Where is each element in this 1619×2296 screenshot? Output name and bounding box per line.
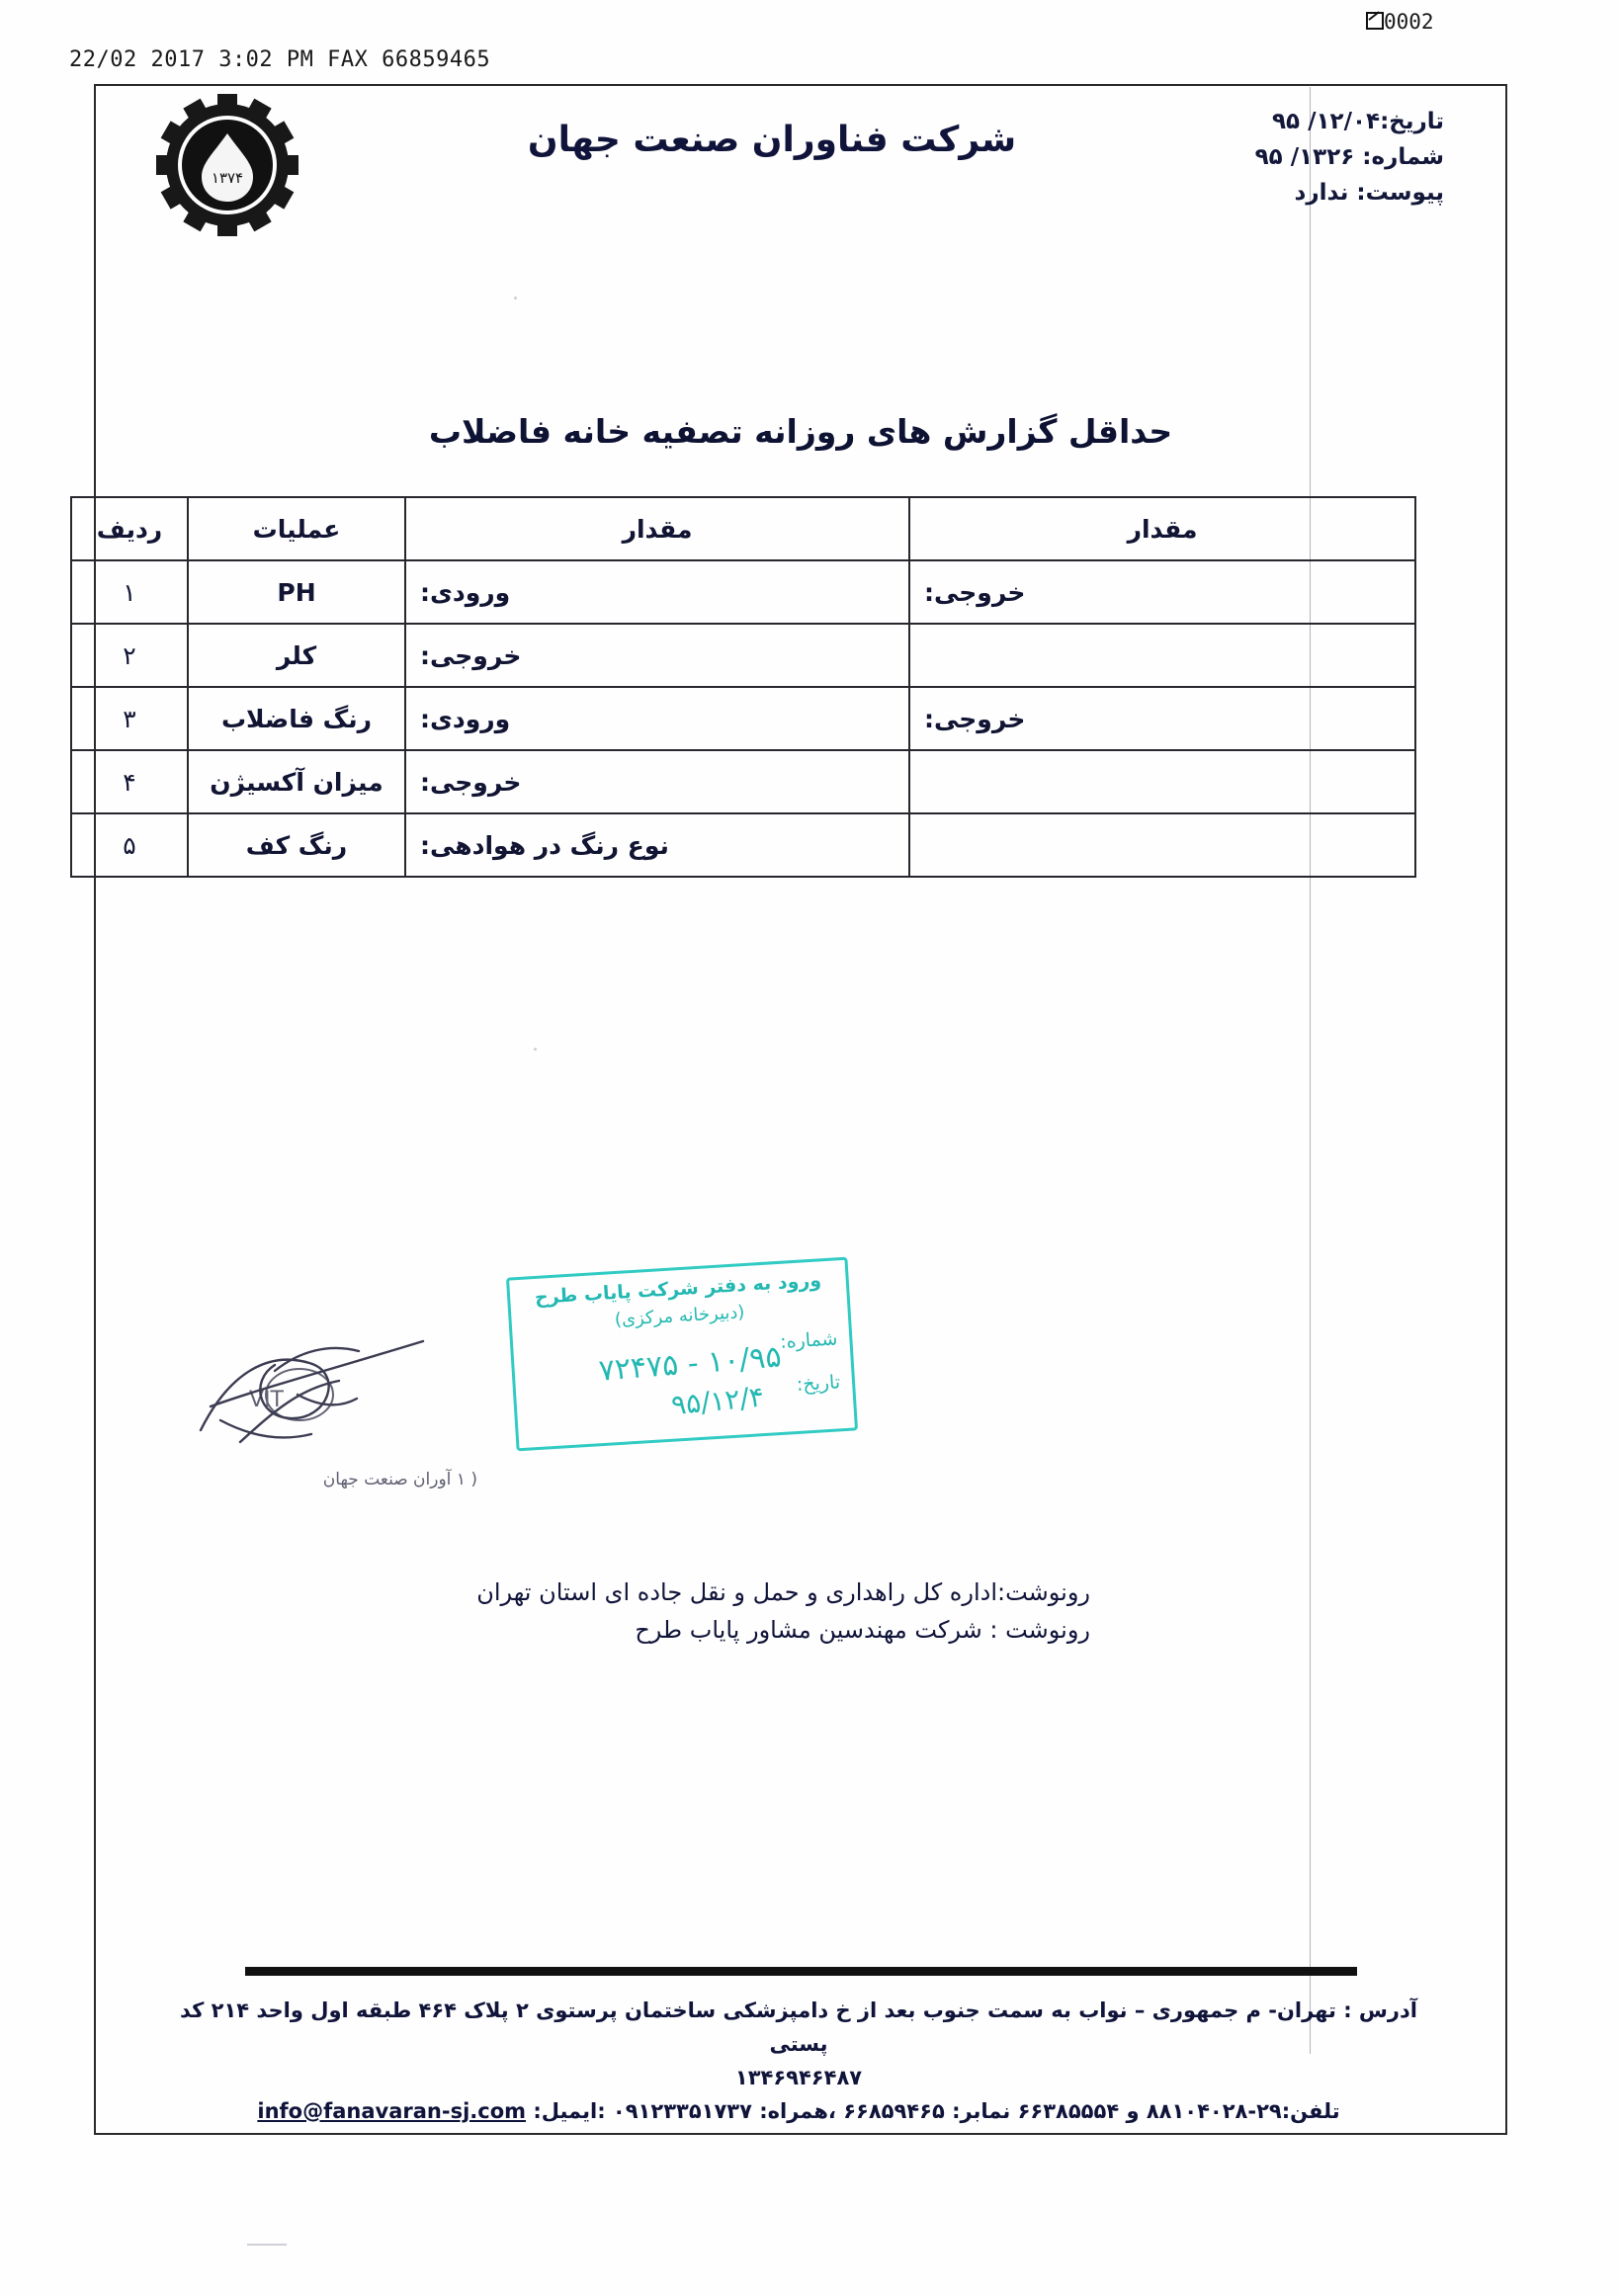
fax-page-number — [1364, 10, 1434, 34]
cell-meghdar-2 — [909, 813, 1415, 877]
handwritten-signature — [181, 1312, 458, 1489]
footer-email-link[interactable]: info@fanavaran-sj.com — [257, 2099, 527, 2123]
cell-radif: ۳ — [71, 687, 188, 750]
svg-text:VIT: VIT — [249, 1388, 284, 1412]
cell-amaliyat: رنگ فاضلاب — [188, 687, 405, 750]
scan-speckle — [247, 2244, 287, 2246]
fax-page-number-value: 0002 — [1384, 10, 1434, 34]
fax-header-line: 22/02 2017 3:02 PM FAX 66859465 — [69, 47, 491, 72]
table-header-row — [71, 497, 1415, 560]
document-frame — [94, 84, 1507, 2135]
stamp-number-value: ۱۰/۹۵ - ۷۲۴۷۵ — [597, 1339, 783, 1389]
cell-meghdar-1: نوع رنگ در هوادهی: — [405, 813, 909, 877]
cell-amaliyat: رنگ کف — [188, 813, 405, 877]
table-row — [71, 687, 1415, 750]
cell-meghdar-2 — [909, 624, 1415, 687]
stamp-date-value: ۹۵/۱۲/۴ — [669, 1380, 766, 1422]
letter-attachment: پیوست: ندارد — [1294, 180, 1444, 206]
cell-meghdar-1: خروجی: — [405, 750, 909, 813]
scan-speckle — [514, 297, 517, 299]
cell-radif: ۵ — [71, 813, 188, 877]
cell-radif: ۴ — [71, 750, 188, 813]
column-header-amaliyat: عملیات — [188, 497, 405, 560]
registration-stamp — [506, 1257, 858, 1452]
column-header-meghdar-2: مقدار — [909, 497, 1415, 560]
cell-meghdar-2: خروجی: — [909, 560, 1415, 624]
cell-meghdar-1: خروجی: — [405, 624, 909, 687]
stamp-line-2: (دبیرخانه مرکزی) — [614, 1302, 745, 1331]
footer-divider — [245, 1967, 1357, 1976]
cell-meghdar-2: خروجی: — [909, 687, 1415, 750]
scan-speckle — [534, 1048, 537, 1051]
cell-amaliyat: میزان آکسیژن — [188, 750, 405, 813]
letter-number: شماره: ۱۳۲۶/ ۹۵ — [1254, 144, 1444, 170]
carbon-copy-block — [476, 1573, 1090, 1649]
checkbox-glyph-icon — [1366, 12, 1384, 30]
letterhead — [94, 88, 1503, 266]
cell-radif: ۱ — [71, 560, 188, 624]
letter-date: تاریخ:۱۲/۰۴/ ۹۵ — [1272, 109, 1444, 134]
company-name: شرکت فناوران صنعت جهان — [527, 120, 1017, 160]
cell-amaliyat: کلر — [188, 624, 405, 687]
table-row — [71, 813, 1415, 877]
footer-phone-line — [151, 2094, 1446, 2128]
footer-postal-code: ۱۳۴۶۹۴۶۴۸۷ — [734, 2066, 863, 2089]
cell-meghdar-1: ورودی: — [405, 687, 909, 750]
gear-droplet-logo-icon — [112, 94, 344, 242]
daily-reports-table — [70, 496, 1416, 878]
svg-text:۱۳۷۴: ۱۳۷۴ — [211, 169, 244, 187]
cc-line-2: رونوشت : شرکت مهندسین مشاور پایاب طرح — [635, 1616, 1090, 1644]
footer-address-line: آدرس : تهران- م جمهوری – نواب به سمت جنوب بعد از خ دامپزشکی ساختمان پرستوی ۲ پلاک ۴۶۴ طبقه اول واحد ۲۱۴ کد پستی — [180, 1998, 1417, 2056]
signature-caption: ( ۱ آوران صنعت جهان — [322, 1470, 477, 1489]
stamp-line-1: ورود به دفتر شرکت پایاب طرح — [534, 1269, 822, 1309]
cell-amaliyat: PH — [188, 560, 405, 624]
cc-line-1: رونوشت:اداره کل راهداری و حمل و نقل جاده ای استان تهران — [476, 1578, 1090, 1606]
footer-contact — [151, 1994, 1446, 2128]
footer-phone-text: تلفن:۲۹-۸۸۱۰۴۰۲۸ و ۶۶۳۸۵۵۵۴ نمابر: ۶۶۸۵۹۴۶۵ ،همراه: ۰۹۱۲۳۳۵۱۷۳۷ :ایمیل: — [533, 2099, 1340, 2123]
cell-radif: ۲ — [71, 624, 188, 687]
cell-meghdar-2 — [909, 750, 1415, 813]
table-body — [71, 560, 1415, 877]
table-row — [71, 750, 1415, 813]
letterhead-meta — [1255, 104, 1444, 211]
document-title: حداقل گزارش های روزانه تصفیه خانه فاضلاب — [428, 412, 1173, 451]
report-table-wrap — [96, 496, 1416, 878]
column-header-radif: ردیف — [71, 497, 188, 560]
stamp-date-label: تاریخ: — [796, 1371, 841, 1396]
stamp-number-label: شماره: — [779, 1327, 839, 1353]
table-row — [71, 560, 1415, 624]
table-row — [71, 624, 1415, 687]
column-header-meghdar-1: مقدار — [405, 497, 909, 560]
cell-meghdar-1: ورودی: — [405, 560, 909, 624]
